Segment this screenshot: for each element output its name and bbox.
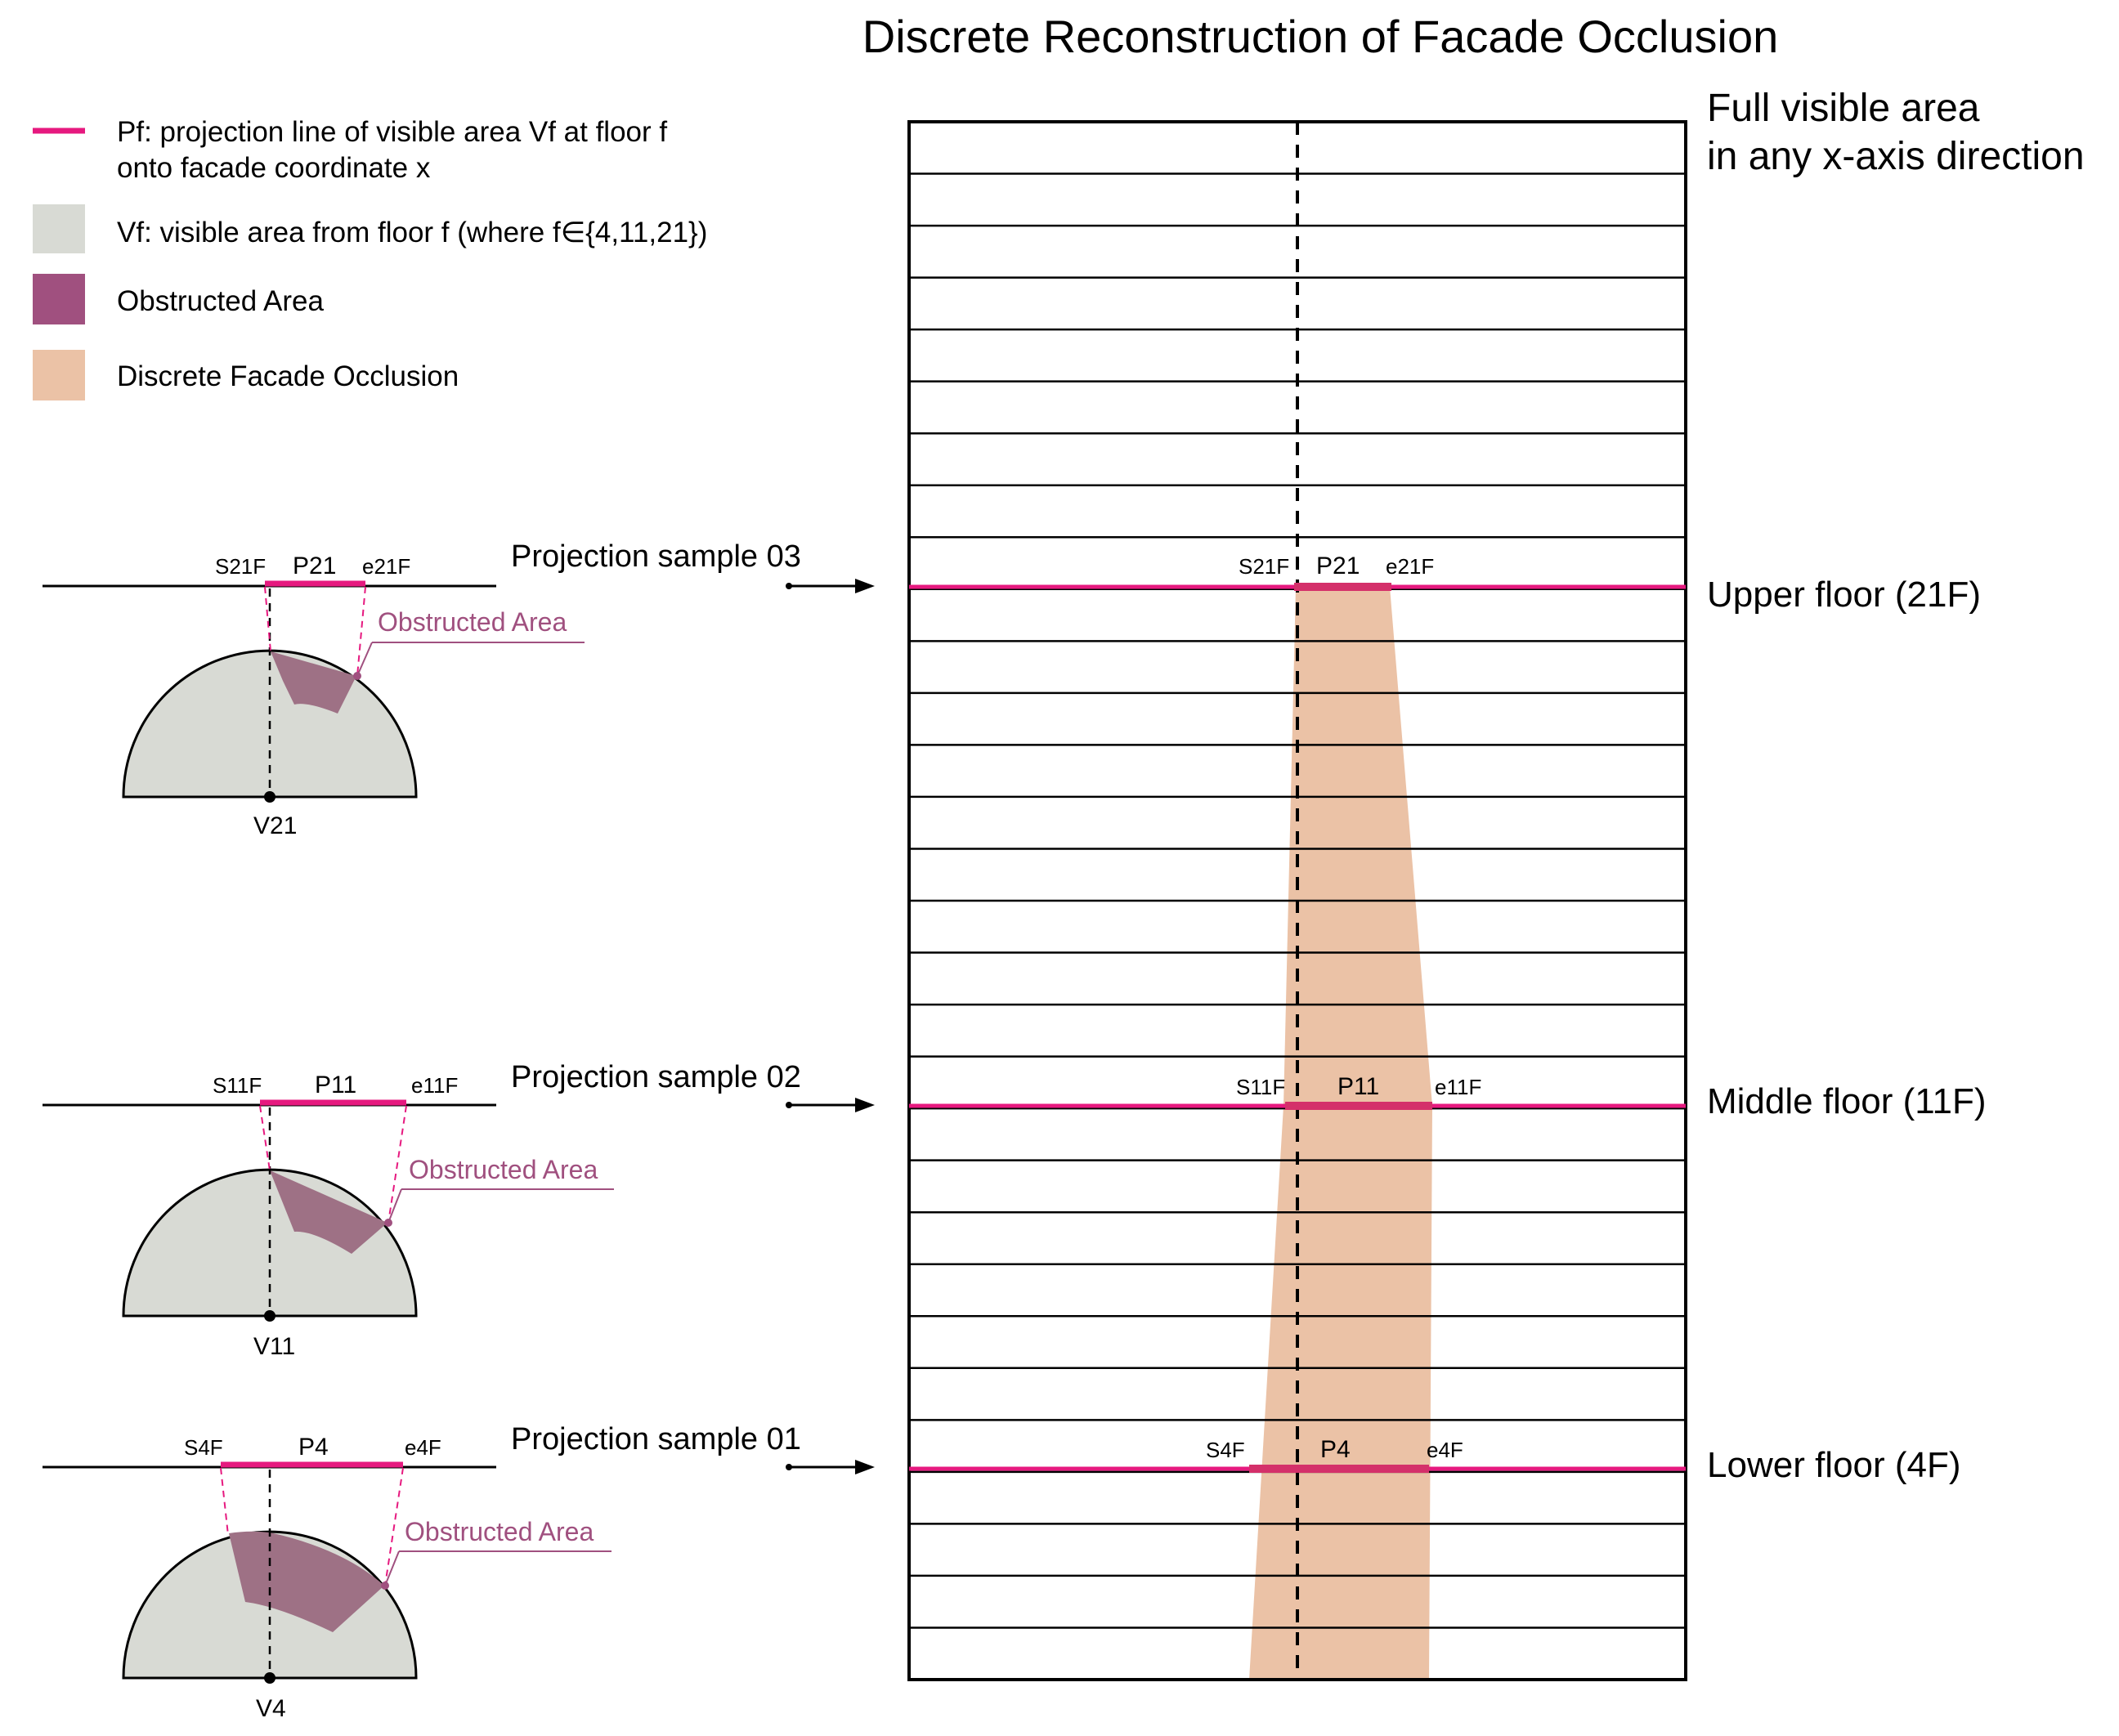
projection-sample-02 [43,1060,875,1360]
sample01-arrow-head [855,1460,875,1474]
sample02-obstructed-label: Obstructed Area [409,1155,598,1184]
sample03-arrow-start [786,583,792,589]
sample01-viewpoint [264,1672,276,1684]
facade-s4f: S4F [1206,1438,1245,1462]
sample03-e: e21F [362,554,411,579]
sample03-arrow-head [855,579,875,593]
floor-label-21f: Upper floor (21F) [1707,575,1982,615]
facade-p4: P4 [1320,1436,1351,1463]
legend-visible-label: Vf: visible area from floor f (where f∈{4,11,21}) [117,217,708,248]
legend-projection-label-line1: Pf: projection line of visible area Vf at floor f [117,116,668,148]
legend-occlusion-label: Discrete Facade Occlusion [117,360,459,392]
sample02-viewpoint [264,1310,276,1322]
legend-projection-label-line2: onto facade coordinate x [117,152,431,184]
sample03-s: S21F [215,554,267,579]
sample01-obs-leader [385,1551,399,1586]
floor-label-11f: Middle floor (11F) [1707,1081,1987,1121]
facade-e21f: e21F [1386,554,1435,579]
facade-s21f: S21F [1239,554,1290,579]
projection-sample-03 [43,539,875,839]
sample01-v: V4 [256,1695,286,1722]
facade-p21: P21 [1316,553,1360,579]
sample03-obstructed-label: Obstructed Area [378,607,567,637]
sample02-label: Projection sample 02 [511,1060,801,1094]
sample01-label: Projection sample 01 [511,1422,801,1456]
sample02-v: V11 [253,1333,296,1360]
sample02-proj-left [260,1106,270,1170]
legend [33,116,707,400]
facade-e4f: e4F [1427,1438,1463,1462]
projection-sample-01 [43,1422,875,1722]
sample03-label: Projection sample 03 [511,539,801,574]
sample01-s: S4F [184,1435,223,1460]
legend-visible-swatch [33,204,85,253]
sample01-proj-left [221,1468,228,1535]
sample02-obs-leader [388,1189,401,1223]
floor-label-4f: Lower floor (4F) [1707,1445,1961,1485]
sample02-arrow-start [786,1102,792,1108]
sample01-obstructed-label: Obstructed Area [405,1517,594,1546]
full-visible-line1: Full visible area [1707,87,1980,130]
discrete-facade-occlusion [1249,587,1432,1680]
sample01-e: e4F [405,1435,441,1460]
facade-p11: P11 [1337,1073,1380,1100]
facade-s11f: S11F [1236,1075,1286,1099]
full-visible-line2: in any x-axis direction [1707,135,2085,178]
legend-obstructed-swatch [33,274,85,324]
sample02-e: e11F [411,1073,459,1098]
legend-occlusion-swatch [33,350,85,400]
sample01-proj-right [385,1468,403,1586]
sample02-p: P11 [315,1072,357,1098]
sample03-proj-right [357,587,365,676]
sample01-arrow-start [786,1464,792,1470]
sample02-s: S11F [213,1073,262,1098]
legend-obstructed-label: Obstructed Area [117,285,324,317]
sample03-p: P21 [293,553,337,579]
sample03-v: V21 [253,812,298,839]
facade-e11f: e11F [1435,1075,1482,1099]
page-title: Discrete Reconstruction of Facade Occlusion [862,11,1779,62]
sample02-proj-right [388,1106,406,1223]
sample01-p: P4 [298,1434,329,1461]
sample03-viewpoint [264,791,276,803]
sample02-arrow-head [855,1098,875,1112]
